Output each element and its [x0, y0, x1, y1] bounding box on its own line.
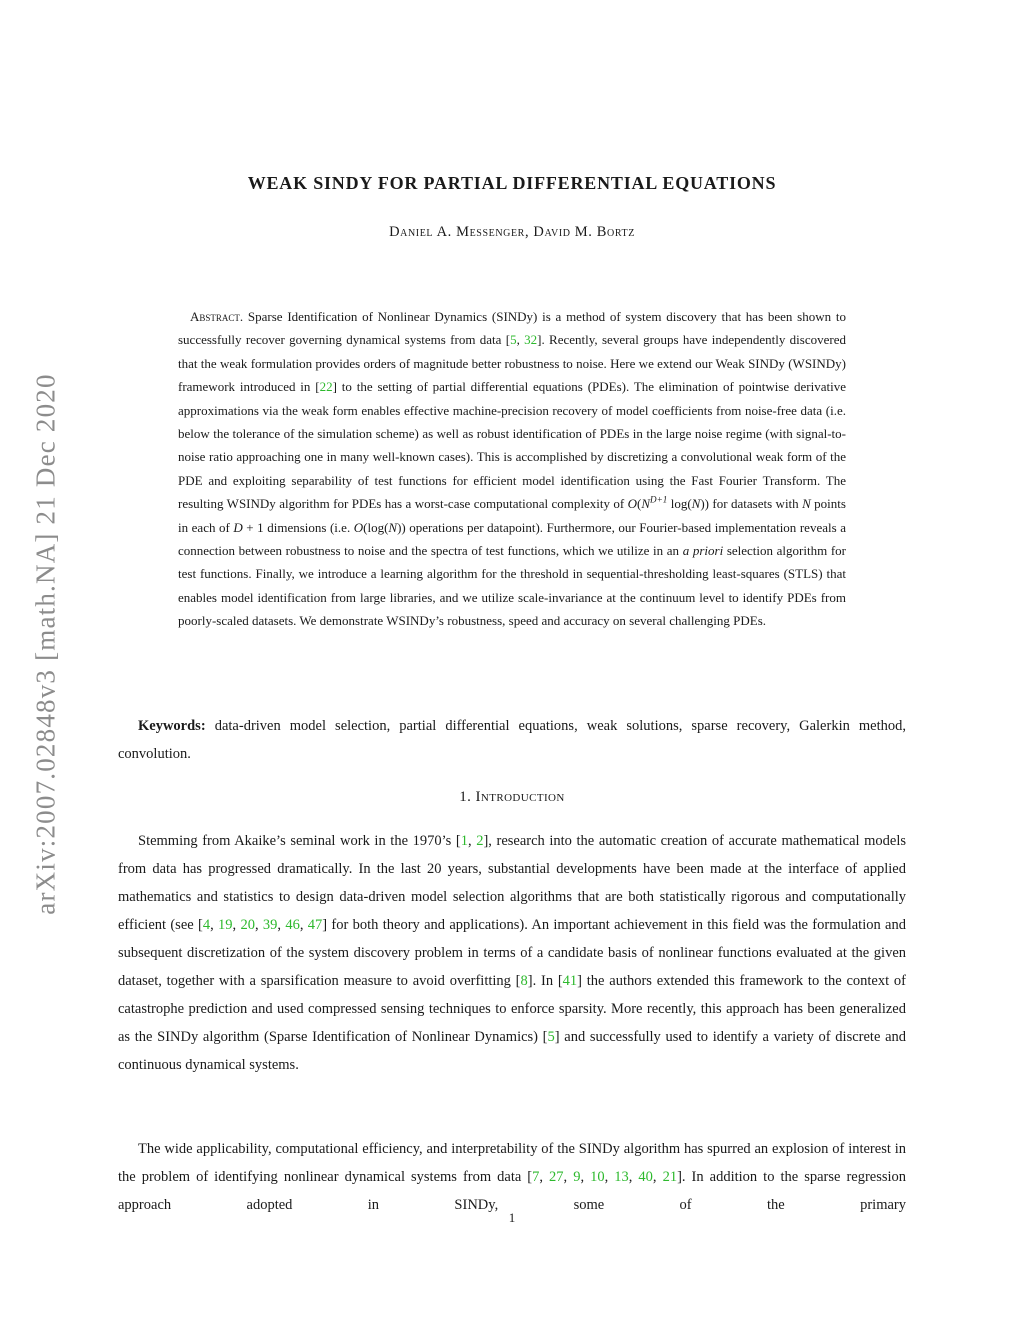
citation-link[interactable]: 32: [524, 332, 538, 348]
text-run: )) for datasets with: [700, 496, 803, 512]
text-run: ,: [232, 917, 241, 933]
text-run: ,: [580, 1169, 591, 1185]
bold-label: Keywords:: [138, 718, 206, 734]
text-run: ,: [210, 917, 219, 933]
text-run: ,: [254, 917, 263, 933]
citation-link[interactable]: 22: [319, 379, 333, 395]
math-cal-symbol: O: [627, 496, 638, 512]
citation-link[interactable]: 19: [218, 917, 233, 933]
citation-link[interactable]: 41: [562, 973, 578, 989]
citation-link[interactable]: 46: [285, 917, 300, 933]
citation-link[interactable]: 13: [614, 1169, 629, 1185]
text-run: + 1 dimensions (i.e.: [242, 519, 354, 535]
text-run: ] the authors extended this framework to the context of catastrophe prediction and used compressed sensing techniques to enforce sparsity. More recently, this approach has been generalized as the SINDy algorithm (Sparse Identification of Nonlinear Dynamics) [: [118, 973, 906, 1045]
text-run: Stemming from Akaike’s seminal work in the 1970’s [: [138, 833, 461, 849]
citation-link[interactable]: 7: [532, 1169, 540, 1185]
citation-link[interactable]: 47: [307, 917, 323, 933]
citation-link[interactable]: 21: [662, 1169, 678, 1185]
citation-link[interactable]: 5: [510, 332, 517, 348]
citation-link[interactable]: 5: [547, 1029, 555, 1045]
text-run: ] for both theory and applications). An important achievement in this field was the formulation and subsequent discretization of the system discovery problem in terms of a candidate basis of nonlinear functions evaluated at the given dataset, together with a sparsification measure to avoid overfitting [: [118, 917, 906, 989]
text-run: ]. Recently, several groups have independently discovered that the weak formulation provides orders of magnitude better robustness to noise. Here we extend our Weak SINDy (WSINDy) framework introduced in [: [178, 332, 846, 395]
intro-paragraph-1: [118, 827, 906, 1135]
intro-paragraph-2: [118, 1135, 906, 1213]
citation-link[interactable]: 39: [262, 917, 278, 933]
citation-link[interactable]: 4: [202, 917, 211, 933]
italic-text: N: [388, 519, 398, 535]
text-run: ,: [299, 917, 308, 933]
text-run: ,: [652, 1169, 663, 1185]
italic-text: N: [641, 496, 651, 512]
text-run: (: [637, 496, 642, 512]
text-run: ] and successfully used to identify a variety of discrete and continuous dynamical systems.: [118, 1029, 906, 1073]
paper-authors: Daniel A. Messenger, David M. Bortz: [389, 224, 635, 240]
section-heading-introduction: 1. Introduction: [459, 789, 565, 805]
text-run: log(: [667, 496, 692, 512]
text-run: ,: [516, 332, 525, 348]
citation-link[interactable]: 27: [549, 1169, 564, 1185]
text-run: ,: [277, 917, 286, 933]
text-run: selection algorithm for test functions. Finally, we introduce a learning algorithm for the threshold in sequential-thresholding least-squares (STLS) that enables model identification from large libraries, and we utilize scale-invariance at the continuum level to identify PDEs from poorly-scaled datasets. We demonstrate WSINDy’s robustness, speed and accuracy on several challenging PDEs.: [178, 543, 846, 629]
citation-link[interactable]: 10: [590, 1169, 605, 1185]
citation-link[interactable]: 20: [240, 917, 255, 933]
math-cal-symbol: O: [353, 519, 364, 535]
citation-link[interactable]: 9: [573, 1169, 581, 1185]
arxiv-watermark: arXiv:2007.02848v3 [math.NA] 21 Dec 2020: [30, 373, 61, 915]
abstract-paragraph: [178, 305, 846, 633]
text-run: ,: [467, 833, 477, 849]
text-run: ,: [539, 1169, 550, 1185]
italic-text: D: [233, 519, 243, 535]
keywords-paragraph: [118, 712, 906, 768]
text-run: ]. In [: [527, 973, 563, 989]
superscript: D+1: [650, 494, 668, 505]
page-number: 1: [508, 1210, 516, 1225]
text-run: points in each of: [178, 496, 846, 535]
text-run: The wide applicability, computational efficiency, and interpretability of the SINDy algorithm has spurred an explosion of interest in the problem of identifying nonlinear dynamical systems from data [: [118, 1141, 906, 1185]
text-run: )) operations per datapoint). Furthermore, our Fourier-based implementation reveals a connection between robustness to noise and the spectra of test functions, which we utilize in an: [178, 519, 846, 559]
text-run: ,: [604, 1169, 615, 1185]
text-run: ], research into the automatic creation of accurate mathematical models from data has progressed dramatically. In the last 20 years, substantial developments have been made at the interface of applied mathematics and statistics to design data-driven model selection algorithms that are both statistically rigorous and computationally efficient (see [: [118, 833, 906, 933]
paper-title: WEAK SINDY FOR PARTIAL DIFFERENTIAL EQUATIONS: [247, 173, 777, 193]
text-run: Sparse Identification of Nonlinear Dynamics (SINDy) is a method of system discovery that has been shown to successfully recover governing dynamical systems from data [: [178, 309, 846, 348]
citation-link[interactable]: 2: [476, 833, 484, 849]
italic-text: N: [691, 496, 701, 512]
citation-link[interactable]: 8: [520, 973, 528, 989]
text-run: ] to the setting of partial differential equations (PDEs). The elimination of pointwise derivative approximations via the weak form enables effective machine-precision recovery of model coefficients from noise-free data (i.e. below the tolerance of the simulation scheme) as well as robust identification of PDEs in the large noise regime (with signal-to-noise ratio approaching one in many well-known cases). This is accomplished by discretizing a convolutional weak form of the PDE and exploiting separability of test functions for efficient model identification using the Fast Fourier Transform. The resulting WSINDy algorithm for PDEs has a worst-case computational complexity of: [178, 379, 846, 512]
text-run: ,: [563, 1169, 574, 1185]
text-run: ,: [628, 1169, 639, 1185]
italic-text: N: [802, 496, 811, 512]
smallcaps-label: Abstract.: [190, 309, 244, 324]
citation-link[interactable]: 1: [460, 833, 468, 849]
italic-text: a priori: [682, 543, 724, 559]
text-run: ]. In addition to the sparse regression approach adopted in SINDy, some of the primary: [118, 1169, 906, 1213]
text-run: data-driven model selection, partial differential equations, weak solutions, sparse recovery, Galerkin method, convolution.: [118, 718, 906, 762]
text-run: (log(: [363, 519, 389, 535]
citation-link[interactable]: 40: [638, 1169, 653, 1185]
